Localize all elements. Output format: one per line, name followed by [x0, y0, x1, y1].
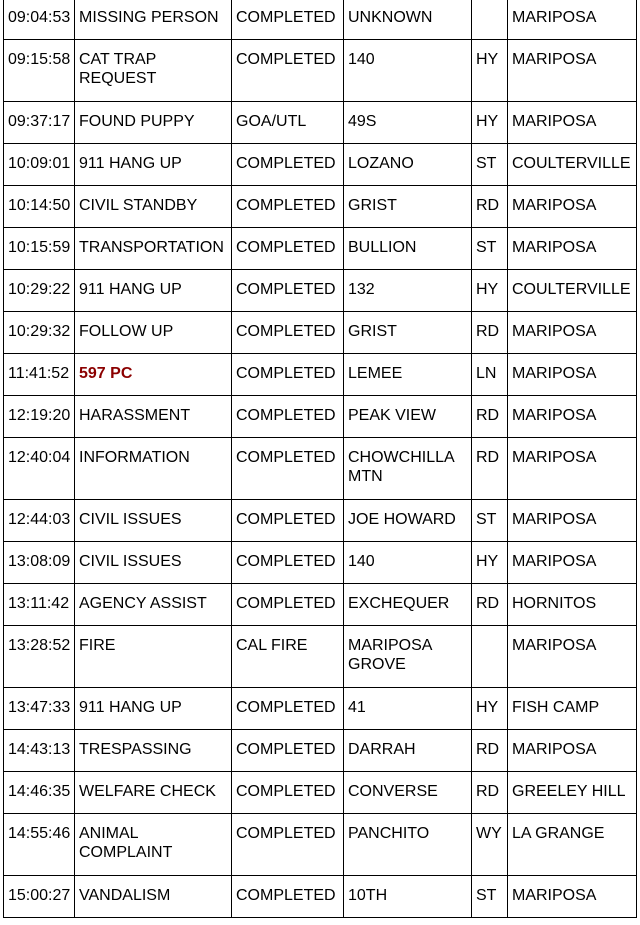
table-row: [4, 354, 637, 396]
status-cell: COMPLETED: [232, 584, 344, 626]
time-cell: 13:11:42: [4, 584, 75, 626]
time-cell: 12:44:03: [4, 500, 75, 542]
call-type-cell: HARASSMENT: [75, 396, 232, 438]
table-row: [4, 228, 637, 270]
street-suffix-cell: [472, 626, 508, 688]
street-cell: 10TH: [344, 876, 472, 918]
street-cell: DARRAH: [344, 730, 472, 772]
street-cell: CONVERSE: [344, 772, 472, 814]
time-cell: 09:37:17: [4, 102, 75, 144]
status-cell: COMPLETED: [232, 438, 344, 500]
call-type-cell: CAT TRAP REQUEST: [75, 40, 232, 102]
street-cell: CHOWCHILLA MTN: [344, 438, 472, 500]
city-cell: MARIPOSA: [508, 438, 637, 500]
city-cell: MARIPOSA: [508, 186, 637, 228]
time-cell: 10:29:32: [4, 312, 75, 354]
street-cell: 132: [344, 270, 472, 312]
street-suffix-cell: RD: [472, 186, 508, 228]
time-cell: 12:40:04: [4, 438, 75, 500]
call-log-table: [3, 0, 637, 918]
time-cell: 11:41:52: [4, 354, 75, 396]
city-cell: MARIPOSA: [508, 396, 637, 438]
status-cell: COMPLETED: [232, 876, 344, 918]
call-type-cell: FOLLOW UP: [75, 312, 232, 354]
table-row: [4, 730, 637, 772]
time-cell: 13:28:52: [4, 626, 75, 688]
city-cell: MARIPOSA: [508, 312, 637, 354]
street-cell: 140: [344, 542, 472, 584]
street-suffix-cell: [472, 0, 508, 40]
call-type-cell: ANIMAL COMPLAINT: [75, 814, 232, 876]
time-cell: 12:19:20: [4, 396, 75, 438]
table-row: [4, 438, 637, 500]
call-type-cell: CIVIL ISSUES: [75, 542, 232, 584]
street-suffix-cell: RD: [472, 438, 508, 500]
street-cell: JOE HOWARD: [344, 500, 472, 542]
city-cell: MARIPOSA: [508, 626, 637, 688]
call-type-cell: 911 HANG UP: [75, 144, 232, 186]
call-type-cell: VANDALISM: [75, 876, 232, 918]
call-type-cell: TRESPASSING: [75, 730, 232, 772]
table-row: [4, 186, 637, 228]
city-cell: MARIPOSA: [508, 228, 637, 270]
table-row: [4, 500, 637, 542]
city-cell: GREELEY HILL: [508, 772, 637, 814]
street-cell: BULLION: [344, 228, 472, 270]
time-cell: 10:29:22: [4, 270, 75, 312]
table-row: [4, 584, 637, 626]
street-cell: PEAK VIEW: [344, 396, 472, 438]
call-type-cell: INFORMATION: [75, 438, 232, 500]
street-suffix-cell: ST: [472, 144, 508, 186]
city-cell: COULTERVILLE: [508, 270, 637, 312]
street-suffix-cell: RD: [472, 730, 508, 772]
status-cell: COMPLETED: [232, 312, 344, 354]
street-suffix-cell: RD: [472, 772, 508, 814]
status-cell: GOA/UTL: [232, 102, 344, 144]
status-cell: COMPLETED: [232, 730, 344, 772]
time-cell: 14:55:46: [4, 814, 75, 876]
city-cell: MARIPOSA: [508, 354, 637, 396]
call-type-cell: 911 HANG UP: [75, 688, 232, 730]
street-cell: 140: [344, 40, 472, 102]
status-cell: COMPLETED: [232, 542, 344, 584]
table-row: [4, 876, 637, 918]
call-type-cell: MISSING PERSON: [75, 0, 232, 40]
call-type-cell: CIVIL STANDBY: [75, 186, 232, 228]
table-row: [4, 102, 637, 144]
street-cell: LEMEE: [344, 354, 472, 396]
street-suffix-cell: ST: [472, 876, 508, 918]
city-cell: COULTERVILLE: [508, 144, 637, 186]
street-suffix-cell: RD: [472, 396, 508, 438]
city-cell: MARIPOSA: [508, 0, 637, 40]
status-cell: COMPLETED: [232, 270, 344, 312]
status-cell: COMPLETED: [232, 354, 344, 396]
status-cell: COMPLETED: [232, 0, 344, 40]
call-type-cell: WELFARE CHECK: [75, 772, 232, 814]
city-cell: HORNITOS: [508, 584, 637, 626]
street-suffix-cell: HY: [472, 270, 508, 312]
time-cell: 10:09:01: [4, 144, 75, 186]
street-suffix-cell: HY: [472, 102, 508, 144]
time-cell: 10:14:50: [4, 186, 75, 228]
street-suffix-cell: RD: [472, 584, 508, 626]
status-cell: CAL FIRE: [232, 626, 344, 688]
status-cell: COMPLETED: [232, 228, 344, 270]
table-row: [4, 688, 637, 730]
city-cell: MARIPOSA: [508, 40, 637, 102]
city-cell: MARIPOSA: [508, 730, 637, 772]
status-cell: COMPLETED: [232, 772, 344, 814]
city-cell: MARIPOSA: [508, 500, 637, 542]
time-cell: 14:43:13: [4, 730, 75, 772]
status-cell: COMPLETED: [232, 396, 344, 438]
table-row: [4, 270, 637, 312]
street-cell: LOZANO: [344, 144, 472, 186]
street-cell: UNKNOWN: [344, 0, 472, 40]
street-suffix-cell: WY: [472, 814, 508, 876]
table-row: [4, 144, 637, 186]
table-row: [4, 0, 637, 40]
street-cell: PANCHITO: [344, 814, 472, 876]
time-cell: 14:46:35: [4, 772, 75, 814]
table-row: [4, 40, 637, 102]
status-cell: COMPLETED: [232, 144, 344, 186]
time-cell: 10:15:59: [4, 228, 75, 270]
call-type-cell: CIVIL ISSUES: [75, 500, 232, 542]
street-suffix-cell: ST: [472, 500, 508, 542]
table-row: [4, 542, 637, 584]
status-cell: COMPLETED: [232, 814, 344, 876]
table-row: [4, 312, 637, 354]
street-suffix-cell: HY: [472, 688, 508, 730]
call-log-body: [4, 0, 637, 918]
street-cell: GRIST: [344, 186, 472, 228]
city-cell: MARIPOSA: [508, 876, 637, 918]
city-cell: MARIPOSA: [508, 102, 637, 144]
street-suffix-cell: HY: [472, 40, 508, 102]
street-cell: EXCHEQUER: [344, 584, 472, 626]
status-cell: COMPLETED: [232, 688, 344, 730]
city-cell: FISH CAMP: [508, 688, 637, 730]
status-cell: COMPLETED: [232, 500, 344, 542]
city-cell: LA GRANGE: [508, 814, 637, 876]
street-suffix-cell: LN: [472, 354, 508, 396]
table-row: [4, 814, 637, 876]
time-cell: 13:47:33: [4, 688, 75, 730]
street-cell: 41: [344, 688, 472, 730]
table-row: [4, 626, 637, 688]
street-suffix-cell: RD: [472, 312, 508, 354]
street-cell: MARIPOSA GROVE: [344, 626, 472, 688]
street-suffix-cell: ST: [472, 228, 508, 270]
call-type-cell: AGENCY ASSIST: [75, 584, 232, 626]
city-cell: MARIPOSA: [508, 542, 637, 584]
call-type-cell: FOUND PUPPY: [75, 102, 232, 144]
call-type-cell-highlighted: 597 PC: [75, 354, 232, 396]
street-cell: GRIST: [344, 312, 472, 354]
time-cell: 09:04:53: [4, 0, 75, 40]
status-cell: COMPLETED: [232, 40, 344, 102]
street-cell: 49S: [344, 102, 472, 144]
call-type-cell: 911 HANG UP: [75, 270, 232, 312]
call-type-cell: TRANSPORTATION: [75, 228, 232, 270]
status-cell: COMPLETED: [232, 186, 344, 228]
table-row: [4, 772, 637, 814]
time-cell: 13:08:09: [4, 542, 75, 584]
street-suffix-cell: HY: [472, 542, 508, 584]
table-row: [4, 396, 637, 438]
time-cell: 09:15:58: [4, 40, 75, 102]
time-cell: 15:00:27: [4, 876, 75, 918]
call-type-cell: FIRE: [75, 626, 232, 688]
